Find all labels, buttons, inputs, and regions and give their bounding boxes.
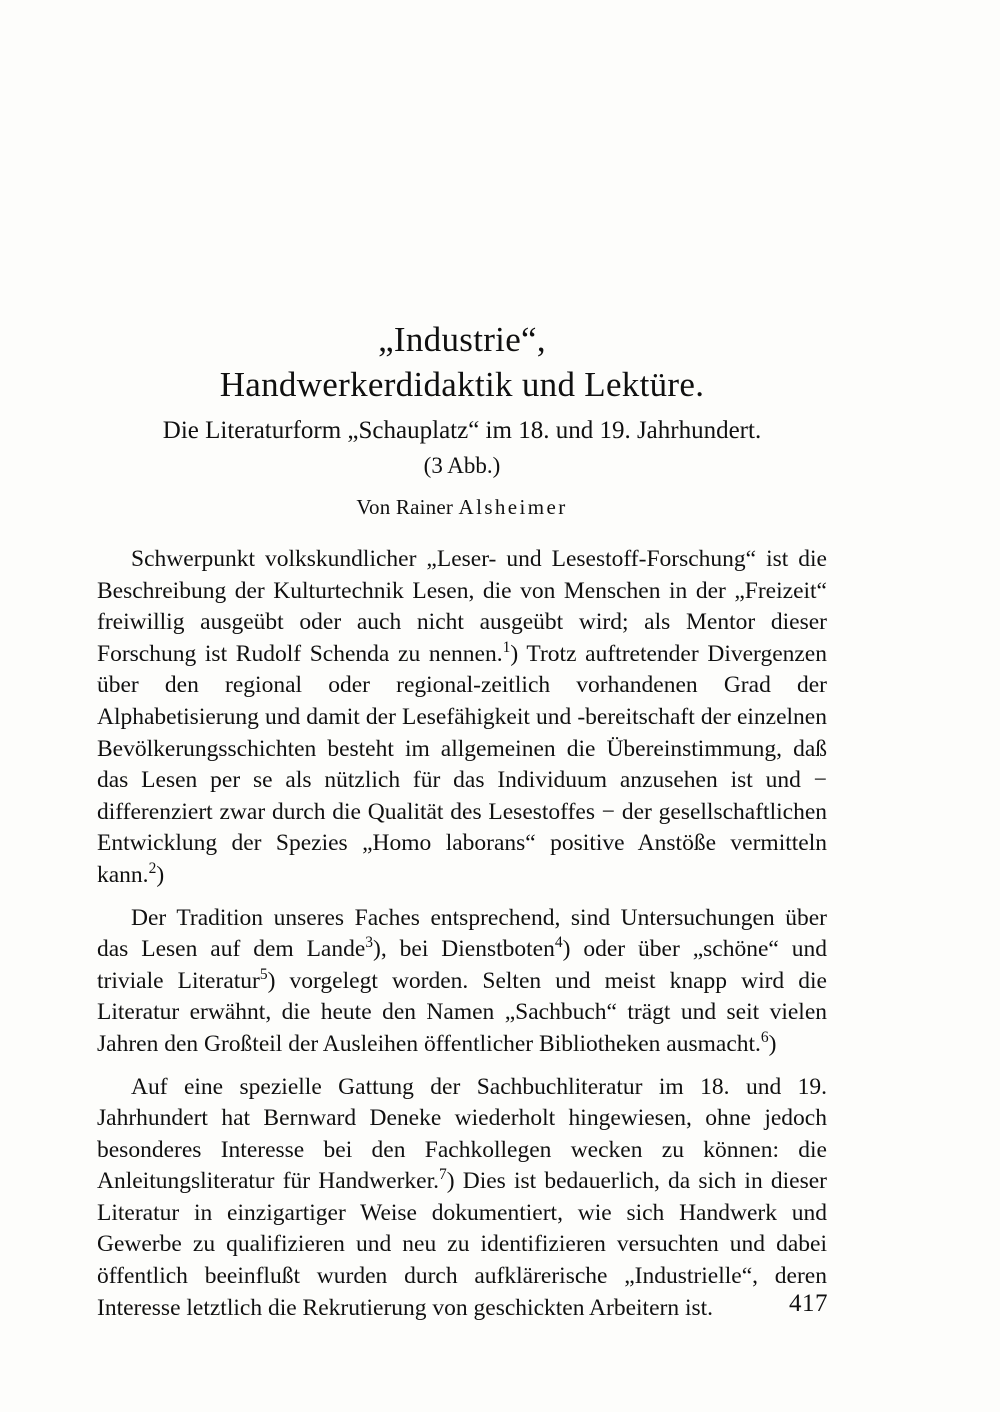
body-paragraph: Auf eine spezielle Gattung der Sachbuchliteratur im 18. und 19. Jahrhundert hat Bernward Deneke wiederholt hingewiesen, ohne jedoch besonderes Interesse bei den Fachkollegen wecken zu können: die Anleitungsliteratur für Handwerker.$^7$) Dies ist bedauerlich, da sich in dieser Literatur in einzigartiger Weise dokumentiert, wie sich Handwerk und Gewerbe zu qualifizieren und neu zu identifizieren versuchten und dabei öffentlich beeinflußt wurden durch aufklärerische „Industrielle“, deren Interesse letztlich die Rekrutierung von geschickten Arbeitern ist. (97, 1073, 827, 1321)
footnote-reference[interactable]: 6 (760, 1029, 769, 1047)
article-byline (97, 492, 827, 522)
footnote-reference[interactable]: 1 (502, 638, 511, 656)
byline-prefix: Von Rainer (356, 495, 459, 519)
article-body (97, 544, 827, 1324)
article-subtitle: Die Literaturform „Schauplatz“ im 18. und 19. Jahrhundert. (162, 417, 762, 444)
footnote-reference[interactable]: 3 (365, 934, 374, 952)
body-paragraph: Der Tradition unseres Faches entsprechend, sind Untersuchungen über das Lesen auf dem Lande$^3$), bei Dienstboten$^4$) oder über „schöne“ und triviale Literatur$^5$) vorgelegt worden. Selten und meist knapp wird die Literatur erwähnt, die heute den Namen „Sachbuch“ trägt und seit vielen Jahren den Großteil der Ausleihen öffentlicher Bibliotheken ausmacht.$^6$) (97, 904, 827, 1057)
footnote-reference[interactable]: 4 (554, 934, 563, 952)
footnote-reference[interactable]: 7 (438, 1166, 447, 1184)
footnote-reference[interactable]: 5 (259, 965, 268, 983)
byline-author: Alsheimer (458, 495, 568, 519)
article-content (97, 318, 827, 1324)
body-paragraph: Schwerpunkt volkskundlicher „Leser- und Lesestoff-Forschung“ ist die Beschreibung der Kulturtechnik Lesen, die von Menschen in der „Freizeit“ freiwillig ausgeübt oder auch nicht ausgeübt wird; als Mentor dieser Forschung ist Rudolf Schenda zu nennen.$^1$) Trotz auftretender Divergenzen über den regional oder regional-zeitlich vorhandenen Grad der Alphabetisierung und damit der Lesefähigkeit und -bereitschaft der einzelnen Bevölkerungsschichten besteht im allgemeinen die Übereinstimmung, daß das Lesen per se als nützlich für das Individuum anzusehen ist und − differenziert zwar durch die Qualität des Lesestoffes − der gesellschaftlichen Entwicklung der Spezies „Homo laborans“ positive Anstöße vermitteln kann.$^2$) (97, 546, 827, 888)
page-number: 417 (789, 1290, 828, 1317)
article-title-line-1: „Industrie“, (378, 320, 546, 359)
article-title-line-2: Handwerkerdidaktik und Lektüre. (219, 365, 705, 404)
footnote-reference[interactable]: 2 (148, 860, 157, 878)
figure-count-note: (3 Abb.) (423, 453, 501, 478)
article-header (97, 318, 827, 522)
